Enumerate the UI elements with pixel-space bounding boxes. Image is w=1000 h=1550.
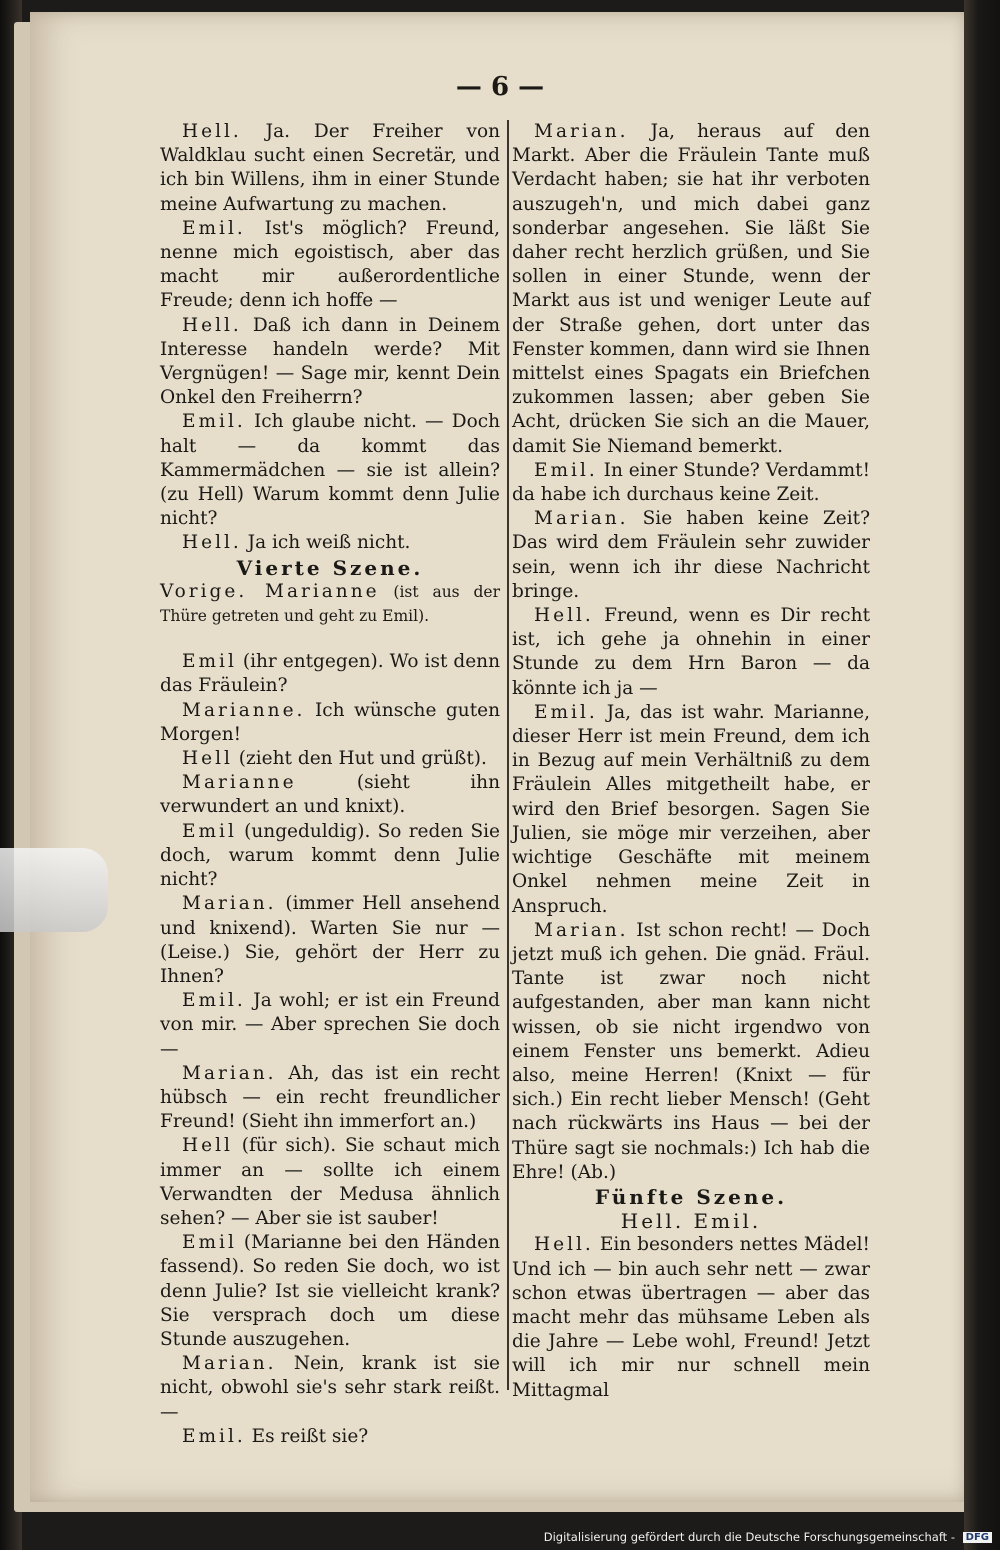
speaker-name: Emil. [182,1425,246,1447]
dialogue-text: Ich glaube nicht. — Doch halt — da kommt das Kammermädchen — sie ist allein? (zu Hell) Warum kommt denn Julie nicht? [160,411,500,530]
speaker-name: Hell [182,1135,233,1157]
right-column [512,120,870,1403]
dialogue-text: Es reißt sie? [245,1425,369,1447]
speaker-name: Marian. [534,121,629,142]
speaker-name: Hell. [534,1234,594,1256]
speaker-name: Emil. [182,411,246,433]
dialogue-paragraph [512,919,870,1185]
dialogue-paragraph [512,604,870,701]
speaker-name: Emil. [534,459,598,481]
dialogue-paragraph [512,1233,870,1402]
speaker-name: Hell. [534,605,594,627]
dialogue-text: Ja, heraus auf den Markt. Aber die Fräulein Tante muß Verdacht haben; sie hat ihr verboten auszugeh'n, und mich dabei ganz sonderbar angesehen. Sie läßt Sie daher recht herzlich grüßen, und Sie sollen in einer Stunde, wenn der Markt aus ist und weniger Leute auf der Straße gehen, dort unter das Fenster kommen, dann wird sie Ihnen mittelst eines Spagats ein Briefchen zukommen lassen; aber geben Sie Acht, drücken Sie sich an die Mauer, damit Sie Niemand bemerkt. [512,121,870,457]
speaker-name: Marian. [534,919,629,941]
dialogue-paragraph [160,1352,500,1425]
speaker-name: Emil. [534,701,598,723]
dialogue-paragraph [160,314,500,411]
dialogue-text: Sie haben keine Zeit? Das wird dem Fräulein sehr zuwider sein, wenn ich ihr diese Nachricht bringe. [512,508,870,602]
column-divider [507,120,509,1390]
page-clip-tab [0,848,108,932]
dialogue-paragraph [160,120,500,217]
speaker-name: Emil [182,820,237,842]
page-number: — 6 — [455,72,545,102]
dialogue-text: Ist's möglich? Freund, nenne mich egoistisch, aber das macht mir außerordentliche Freude; denn ich hoffe — [160,217,500,312]
dialogue-text: Ja. Der Freiher von Waldklau sucht einen Secretär, und ich bin Willens, ihm in einer Stunde meine Aufwartung zu machen. [160,121,500,215]
dialogue-text: Ich wünsche guten Morgen! [160,699,500,745]
dialogue-paragraph [160,892,500,989]
dialogue-text: (für sich). Sie schaut mich immer an — sollte ich einem Verwandten der Medusa ähnlich sehen? — Aber sie ist sauber! [160,1135,500,1229]
dialogue-paragraph [512,507,870,604]
dialogue-paragraph [160,820,500,893]
spacer [160,628,500,650]
dialogue-text: (immer Hell ansehend und knixend). Warten Sie nur — (Leise.) Sie, gehört der Herr zu Ihnen? [160,893,500,987]
speaker-name: Marian. [182,1062,277,1084]
dfg-logo: DFG [963,1532,992,1543]
speaker-name: Emil. [182,990,246,1012]
scene-heading: Fünfte Szene. [594,1184,788,1209]
dialogue-paragraph [160,989,500,1062]
speaker-name: Marian. [534,508,629,530]
dialogue-text: Ja wohl; er ist ein Freund von mir. — Aber sprechen Sie doch — [160,990,500,1060]
speaker-name: Hell [182,748,233,770]
dialogue-text: Ja, das ist wahr. Marianne, dieser Herr ist mein Freund, dem ich in Bezug auf mein Verhältniß zu dem Fräulein Alles mitgetheilt habe, er wird den Brief besorgen. Sagen Sie Julien, sie möge mir verzeihen, aber wichtige Geschäfte mit meinem Onkel nehmen meine Zeit in Anspruch. [512,701,870,917]
speaker-name: Emil [182,651,237,673]
dialogue-text: Freund, wenn es Dir recht ist, ich gehe ja ohnehin in einer Stunde zu dem Hrn Baron — da könnte ich ja — [512,605,870,699]
dialogue-text: (zieht den Hut und grüßt). [232,748,487,770]
dialogue-text: (ihr entgegen). Wo ist denn das Fräulein? [160,651,500,697]
scene-heading: Vierte Szene. [236,555,424,580]
dialogue-paragraph [160,531,500,555]
dialogue-text: (ungeduldig). So reden Sie doch, warum kommt denn Julie nicht? [160,820,500,891]
dialogue-text: Ah, das ist ein recht hübsch — ein recht freundlicher Freund! (Sieht ihn immerfort an.) [160,1062,500,1133]
dialogue-paragraph [160,650,500,698]
dialogue-text: (Marianne bei den Händen fassend). So reden Sie doch, wo ist denn Julie? Ist sie vielleicht krank? Sie versprach doch um diese Stunde auszugehen. [160,1232,500,1350]
dialogue-text: Ein besonders nettes Mädel! Und ich — bin auch sehr nett — zwar schon etwas übertragen — aber das macht mehr das mühsame Leben als die Jahre — Lebe wohl, Freund! Jetzt will ich mir nur schnell mein Mittagmal [512,1234,870,1401]
dialogue-text: (ist aus der Thüre getreten und geht zu Emil). [160,582,500,626]
speaker-name: Hell. [182,121,242,142]
stage-direction [160,580,500,628]
dialogue-paragraph [160,1062,500,1135]
dialogue-text: Daß ich dann in Deinem Interesse handeln werde? Mit Vergnügen! — Sage mir, kennt Dein Onkel den Freiherrn? [160,314,500,409]
speaker-name: Hell. [182,532,242,554]
footer [0,1530,992,1544]
speaker-name: Marianne [182,772,297,794]
dialogue-paragraph [160,410,500,531]
left-column [160,120,500,1449]
dialogue-paragraph [512,459,870,507]
dialogue-paragraph [512,120,870,459]
speaker-name: Marian. [182,1353,277,1375]
right-edge [964,0,1000,1550]
footer-text: Digitalisierung gefördert durch die Deutsche Forschungsgemeinschaft - [543,1530,955,1544]
speaker-name: Vorige. Marianne [160,580,380,602]
speaker-name: Marian. [182,893,277,915]
speaker-name: Marianne. [182,699,306,721]
dialogue-text: (sieht ihn verwundert an und knixt). [160,772,500,818]
dialogue-text: Ja ich weiß nicht. [241,532,411,554]
dialogue-paragraph [160,699,500,747]
speaker-name: Emil [182,1232,237,1254]
dialogue-text: Ist schon recht! — Doch jetzt muß ich gehen. Die gnäd. Fräul. Tante ist zwar noch nicht aufgestanden, aber man kann nicht wissen, ob sie nicht irgendwo von einem Fenster uns bemerkt. Adieu also, meine Herren! (Knixt — für sich.) Ein recht lieber Mensch! (Geht nach rückwärts ins Haus — bei der Thüre sagt sie nochmals:) Ich hab die Ehre! (Ab.) [512,919,870,1183]
dialogue-paragraph [160,1425,500,1449]
speaker-name: Hell. [182,314,242,336]
dialogue-text: Nein, krank ist sie nicht, obwohl sie's sehr stark reißt. — [160,1353,500,1423]
dialogue-paragraph [160,1231,500,1352]
speaker-name: Emil. [182,217,246,239]
dialogue-text: In einer Stunde? Verdammt! da habe ich durchaus keine Zeit. [512,459,871,506]
dialogue-paragraph [160,771,500,819]
scene-characters: Hell. Emil. [620,1209,762,1234]
dialogue-paragraph [160,217,500,314]
dialogue-paragraph [160,1134,500,1231]
dialogue-paragraph [160,747,500,771]
dialogue-paragraph [512,701,870,919]
